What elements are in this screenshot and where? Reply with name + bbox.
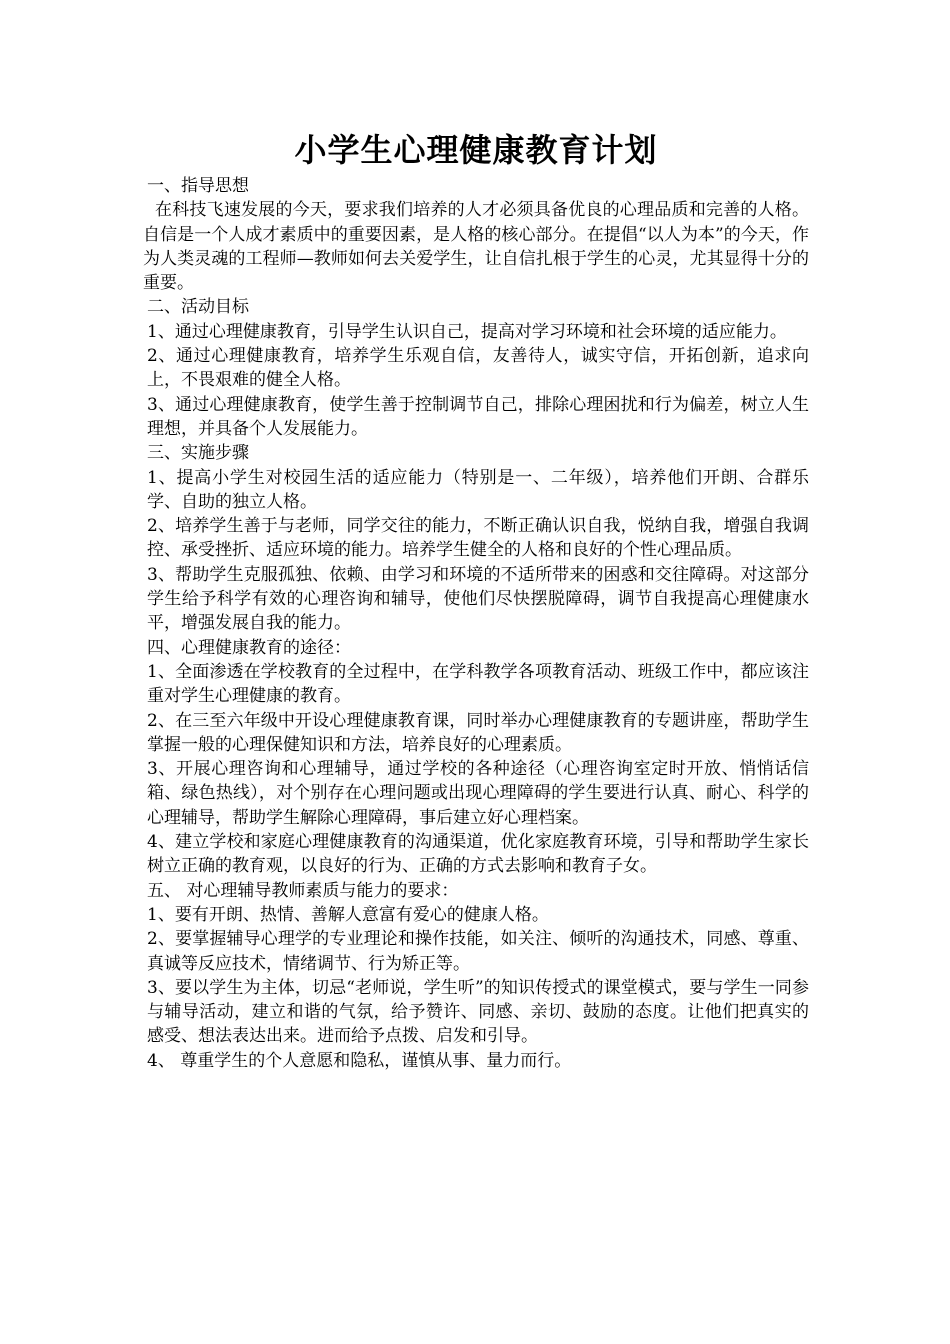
- document-body: [143, 174, 809, 1073]
- list-item: 3、帮助学生克服孤独、依赖、由学习和环境的不适所带来的困惑和交往障碍。对这部分学生给予科学有效的心理咨询和辅导，使他们尽快摆脱障碍，调节自我提高心理健康水平，增强发展自我的能力。: [147, 564, 809, 634]
- list-item: 4、 尊重学生的个人意愿和隐私，谨慎从事、量力而行。: [147, 1050, 572, 1071]
- list-item: 1、要有开朗、热情、善解人意富有爱心的健康人格。: [147, 904, 549, 925]
- list-item: 1、提高小学生对校园生活的适应能力（特别是一、二年级），培养他们开朗、合群乐学、自助的独立人格。: [147, 467, 809, 512]
- list-item: 3、开展心理咨询和心理辅导，通过学校的各种途径（心理咨询室定时开放、悄悄话信箱、绿色热线），对个别存在心理问题或出现心理障碍的学生要进行认真、耐心、科学的心理辅导，帮助学生解除心理障碍，事后建立好心理档案。: [147, 759, 809, 828]
- document-title: 小学生心理健康教育计划: [294, 131, 658, 169]
- list-item: 1、全面渗透在学校教育的全过程中，在学科教学各项教育活动、班级工作中，都应该注重对学生心理健康的教育。: [147, 661, 809, 707]
- list-item: 3、通过心理健康教育，使学生善于控制调节自己，排除心理困扰和行为偏差，树立人生理想，并具备个人发展能力。: [147, 394, 809, 439]
- list-item: 4、建立学校和家庭心理健康教育的沟通渠道，优化家庭教育环境，引导和帮助学生家长树立正确的教育观，以良好的行为、正确的方式去影响和教育子女。: [147, 832, 809, 877]
- list-item: 2、培养学生善于与老师，同学交往的能力，不断正确认识自我，悦纳自我，增强自我调控、承受挫折、适应环境的能力。培养学生健全的人格和良好的个性心理品质。: [147, 516, 809, 561]
- section-heading: 四、心理健康教育的途径：: [147, 637, 351, 658]
- section-heading: 一、指导思想: [147, 176, 249, 196]
- document-page: [143, 128, 809, 1073]
- list-item: 2、通过心理健康教育，培养学生乐观自信，友善待人，诚实守信，开拓创新，追求向上，不畏艰难的健全人格。: [147, 346, 809, 391]
- list-item: 1、通过心理健康教育，引导学生认识自己，提高对学习环境和社会环境的适应能力。: [147, 321, 787, 342]
- section-heading: 三、实施步骤: [147, 443, 249, 464]
- body-paragraph: 在科技飞速发展的今天，要求我们培养的人才必须具备优良的心理品质和完善的人格。自信是一个人成才素质中的重要因素，是人格的核心部分。在提倡“以人为本”的今天，作为人类灵魂的工程师—教师如何去关爱学生，让自信扎根于学生的心灵，尤其显得十分的重要。: [143, 200, 809, 294]
- section-heading: 二、活动目标: [147, 297, 249, 318]
- list-item: 2、在三至六年级中开设心理健康教育课，同时举办心理健康教育的专题讲座，帮助学生掌握一般的心理保健知识和方法，培养良好的心理素质。: [147, 710, 809, 755]
- section-heading: 五、 对心理辅导教师素质与能力的要求：: [147, 880, 459, 901]
- list-item: 3、要以学生为主体，切忌“老师说，学生听”的知识传授式的课堂模式，要与学生一同参与辅导活动，建立和谐的气氛，给予赞许、同感、亲切、鼓励的态度。让他们把真实的感受、想法表达出来。进而给予点拨、启发和引导。: [147, 977, 809, 1047]
- list-item: 2、要掌握辅导心理学的专业理论和操作技能，如关注、倾听的沟通技术，同感、尊重、真诚等反应技术，情绪调节、行为矫正等。: [147, 929, 809, 974]
